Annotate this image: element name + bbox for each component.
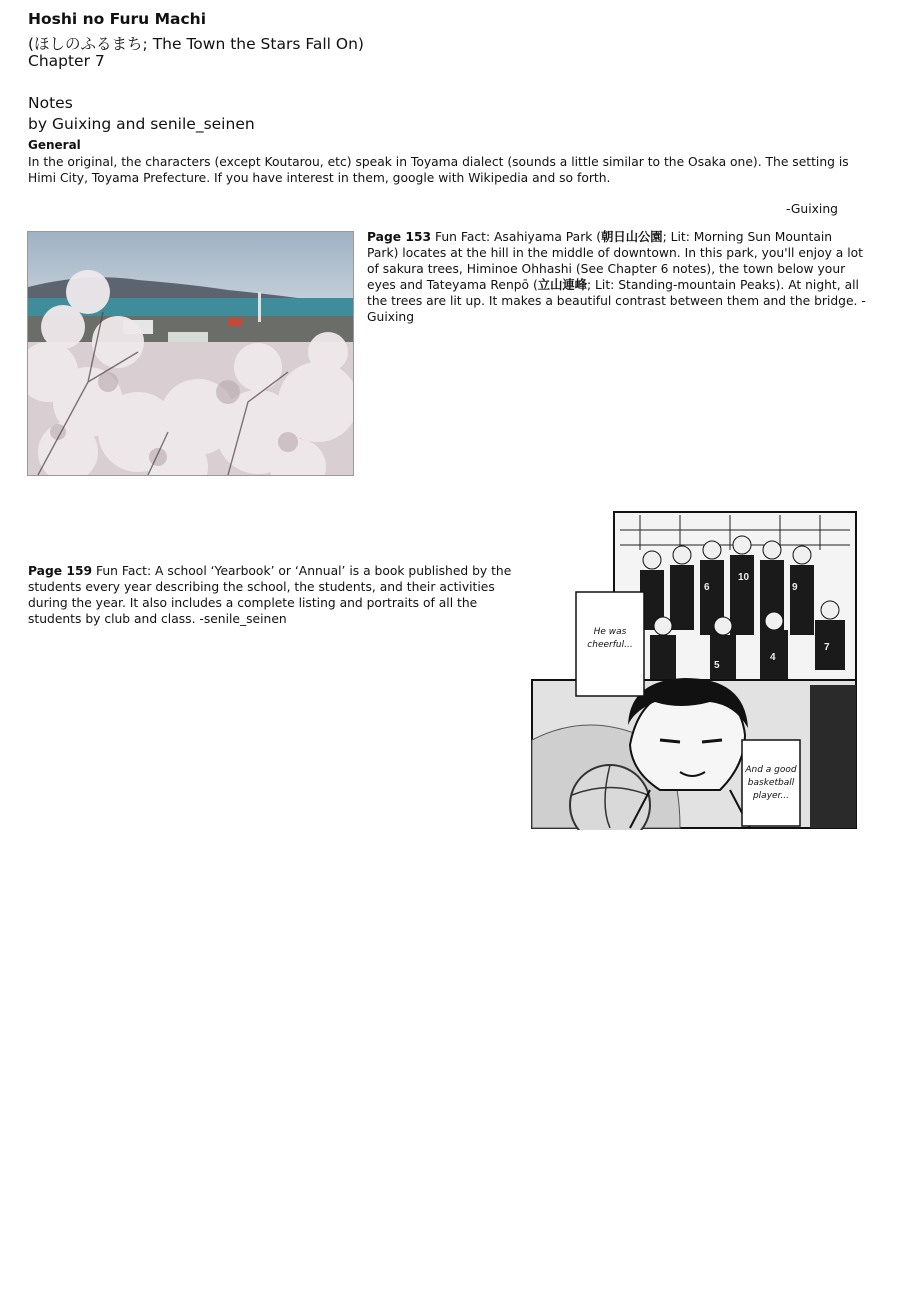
notes-label: Notes bbox=[28, 94, 73, 112]
svg-text:9: 9 bbox=[792, 582, 798, 593]
page-153-kanji-b: 立山連峰 bbox=[537, 278, 587, 292]
speech-bubble-1: He was cheerful... bbox=[587, 627, 633, 650]
note-page-153 bbox=[367, 229, 867, 325]
page-153-label: Page 153 bbox=[367, 230, 432, 244]
chapter-label: Chapter 7 bbox=[28, 52, 105, 70]
general-signature: -Guixing bbox=[786, 202, 838, 216]
byline: by Guixing and senile_seinen bbox=[28, 115, 255, 133]
page-159-label: Page 159 bbox=[28, 564, 93, 578]
svg-text:5: 5 bbox=[714, 660, 720, 671]
svg-text:6: 6 bbox=[704, 582, 710, 593]
doc-subtitle: (ほしのふるまち; The Town the Stars Fall On) bbox=[28, 35, 364, 53]
speech-bubble-2: And a good basketball player... bbox=[745, 765, 797, 801]
page-153-kanji-a: 朝日山公園 bbox=[601, 230, 663, 244]
svg-text:7: 7 bbox=[824, 642, 830, 653]
page-153-text-c: ; Lit: Standing-mountain Peaks). At night, all the trees are lit up. It makes a beautiful contrast between them and the bridge. - Guixing bbox=[367, 278, 866, 324]
page-159-text: Fun Fact: A school ‘Yearbook’ or ‘Annual’ is a book published by the students every year describing the school, the students, and their activities during the year. It also includes a complete listing and portraits of all the students by club and class. -senile_seinen bbox=[28, 564, 512, 626]
page-153-text-a: Fun Fact: Asahiyama Park ( bbox=[431, 230, 602, 244]
manga-panel-illustration bbox=[530, 510, 858, 830]
note-page-159 bbox=[28, 563, 523, 627]
doc-title: Hoshi no Furu Machi bbox=[28, 10, 207, 28]
sakura-park-photo bbox=[27, 231, 354, 476]
general-text: In the original, the characters (except Koutarou, etc) speak in Toyama dialect (sounds a little similar to the Osaka one). The setting is Himi City, Toyama Prefecture. If you have interest in them, google with Wikipedia and so forth. bbox=[28, 155, 849, 185]
svg-text:4: 4 bbox=[770, 652, 776, 663]
general-heading: General bbox=[28, 138, 81, 152]
svg-text:10: 10 bbox=[738, 572, 750, 583]
page-153-text-b: ; Lit: Morning Sun Mountain Park) locates at the hill in the middle of downtown. In this park, you'll enjoy a lot of sakura trees, Himinoe Ohhashi (See Chapter 6 notes), the town below your eyes and Tateyama Renpō ( bbox=[367, 230, 864, 292]
